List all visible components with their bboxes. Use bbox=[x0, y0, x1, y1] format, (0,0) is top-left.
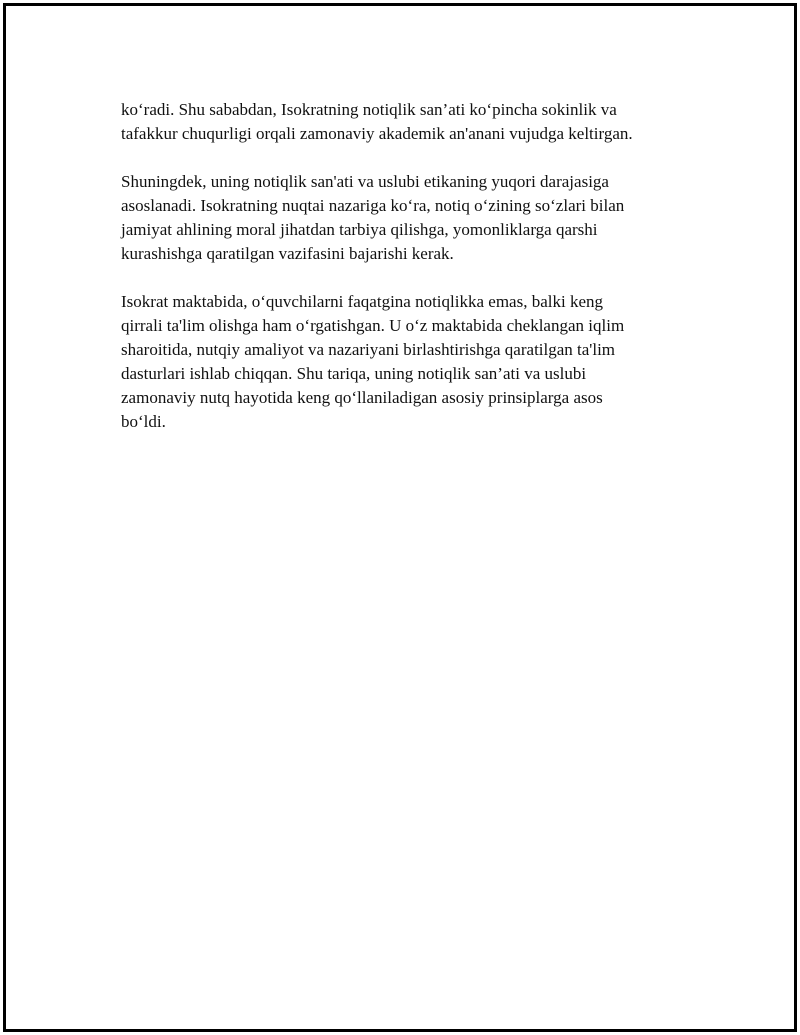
paragraph-3: Isokrat maktabida, o‘quvchilarni faqatgina notiqlikka emas, balki keng qirrali ta'lim olishga ham o‘rgatishgan. U o‘z maktabida cheklangan iqlim sharoitida, nutqiy amaliyot va nazariyani birlashtirishga qaratilgan ta'lim dasturlari ishlab chiqqan. Shu tariqa, uning notiqlik san’ati va uslubi zamonaviy nutq hayotida keng qo‘llaniladigan asosiy prinsiplarga asos bo‘ldi. bbox=[121, 292, 625, 431]
paragraph-2: Shuningdek, uning notiqlik san'ati va uslubi etikaning yuqori darajasiga asoslanadi. Isokratning nuqtai nazariga ko‘ra, notiq o‘zining so‘zlari bilan jamiyat ahlining moral jihatdan tarbiya qilishga, yomonliklarga qarshi kurashishga qaratilgan vazifasini bajarishi kerak. bbox=[121, 172, 625, 263]
paragraph-1: ko‘radi. Shu sababdan, Isokratning notiqlik san’ati ko‘pincha sokinlik va tafakkur chuqurligi orqali zamonaviy akademik an'anani vujudga keltirgan. bbox=[121, 100, 633, 143]
document-body bbox=[121, 98, 691, 458]
page-frame bbox=[3, 3, 797, 1032]
